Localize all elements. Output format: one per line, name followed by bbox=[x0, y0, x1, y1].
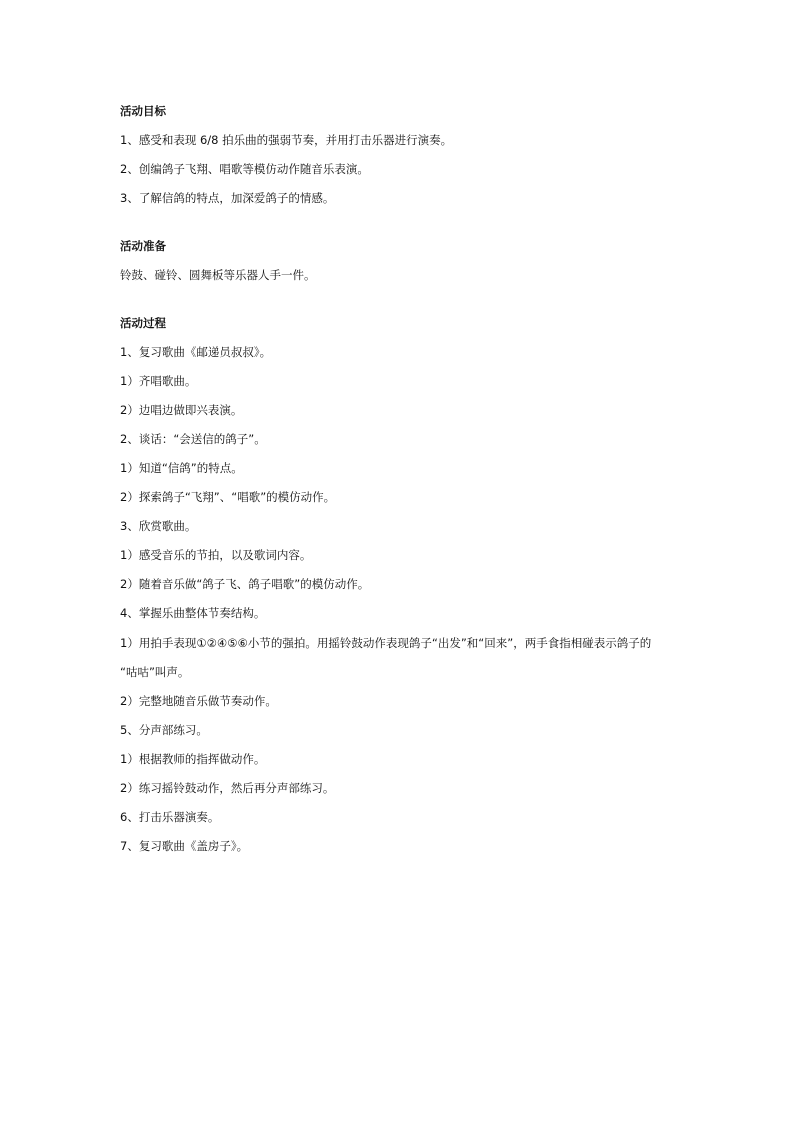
process-item: 2）随着音乐做“鸽子飞、鸽子唱歌”的模仿动作。 bbox=[120, 577, 370, 591]
goal-item: 3、了解信鸽的特点，加深爱鸽子的情感。 bbox=[120, 191, 335, 205]
process-item: 4、掌握乐曲整体节奏结构。 bbox=[120, 606, 266, 620]
process-item: 2）完整地随音乐做节奏动作。 bbox=[120, 694, 277, 708]
process-item: 3、欣赏歌曲。 bbox=[120, 519, 197, 533]
process-item: 5、分声部练习。 bbox=[120, 723, 208, 737]
process-item: 2）探索鸽子“飞翔”、“唱歌”的模仿动作。 bbox=[120, 490, 336, 504]
process-item: 7、复习歌曲《盖房子》。 bbox=[120, 839, 249, 853]
goal-item: 1、感受和表现 6/8 拍乐曲的强弱节奏，并用打击乐器进行演奏。 bbox=[120, 133, 453, 147]
section-heading-goals: 活动目标 bbox=[120, 104, 166, 118]
process-item: 6、打击乐器演奏。 bbox=[120, 810, 220, 824]
process-item: “咕咕”叫声。 bbox=[120, 665, 190, 679]
process-item: 2）边唱边做即兴表演。 bbox=[120, 403, 243, 417]
goal-item: 2、创编鸽子飞翔、唱歌等模仿动作随音乐表演。 bbox=[120, 162, 369, 176]
process-item: 1）感受音乐的节拍，以及歌词内容。 bbox=[120, 548, 312, 562]
process-item: 1）用拍手表现①②④⑤⑥小节的强拍。用摇铃鼓动作表现鸽子“出发”和“回来”，两手食指相碰表示鸽子的 bbox=[120, 636, 652, 650]
process-item: 1）根据教师的指挥做动作。 bbox=[120, 752, 266, 766]
prep-item: 铃鼓、碰铃、圆舞板等乐器人手一件。 bbox=[120, 268, 316, 282]
process-item: 2、谈话：“会送信的鸽子”。 bbox=[120, 432, 266, 446]
process-item: 1、复习歌曲《邮递员叔叔》。 bbox=[120, 345, 272, 359]
process-item: 1）知道“信鸽”的特点。 bbox=[120, 461, 243, 475]
section-heading-prep: 活动准备 bbox=[120, 239, 166, 253]
process-item: 1）齐唱歌曲。 bbox=[120, 374, 197, 388]
process-item: 2）练习摇铃鼓动作，然后再分声部练习。 bbox=[120, 781, 335, 795]
section-heading-process: 活动过程 bbox=[120, 316, 166, 330]
document-page bbox=[120, 0, 700, 1123]
